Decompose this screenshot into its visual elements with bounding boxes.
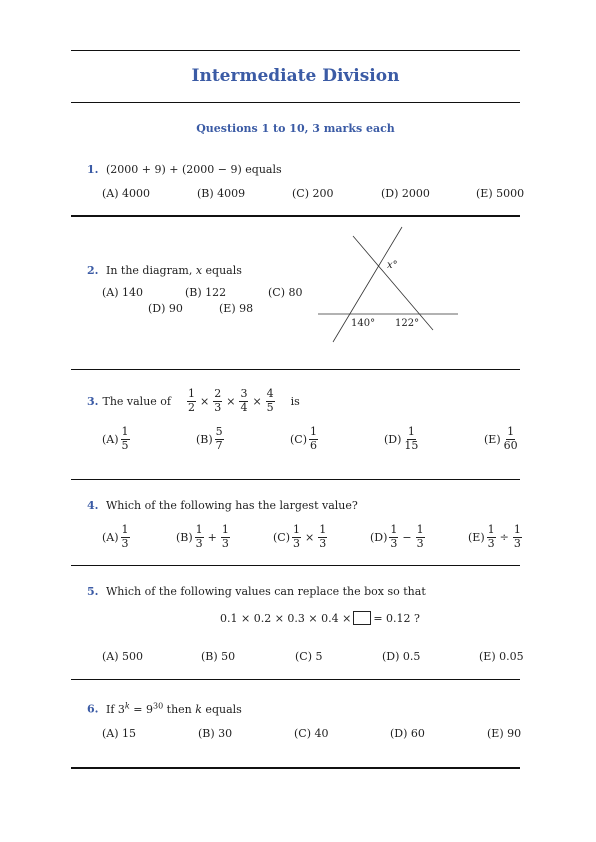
q2-option-a[interactable]: (A) 140 (102, 286, 144, 299)
question-4 (87, 499, 358, 512)
question-text: The value of (102, 394, 171, 408)
question-text-end: is (290, 394, 300, 408)
option-label: (D) (370, 530, 388, 544)
fraction: $\frac{1}{15}$ (404, 425, 419, 452)
divider (71, 565, 520, 566)
q1-option-d[interactable]: (D) 2000 (381, 187, 430, 200)
option-label: (C) (290, 432, 307, 446)
divider (71, 215, 520, 217)
question-number: 6. (87, 702, 99, 716)
q1-option-b[interactable]: (B) 4009 (197, 187, 246, 200)
variable-x: x (195, 264, 203, 277)
q3-option-d[interactable] (384, 426, 421, 452)
q1-option-a[interactable]: (A) 4000 (102, 187, 151, 200)
answer-box (353, 611, 371, 625)
fraction: $\frac{4}{5}$ (266, 387, 274, 414)
top-rule (71, 50, 520, 51)
times-sign: × (252, 394, 262, 408)
q5-option-a[interactable]: (A) 500 (102, 650, 144, 663)
divider (71, 369, 520, 370)
fraction: $\frac{1}{6}$ (310, 425, 317, 452)
q5-option-b[interactable]: (B) 50 (201, 650, 236, 663)
fraction: $\frac{1}{3}$ (390, 523, 398, 550)
question-5 (87, 585, 426, 598)
question-number: 4. (87, 499, 99, 512)
question-6 (87, 701, 242, 716)
question-text: If $3^k = 9^{30}$ then k equals (105, 701, 242, 716)
fraction: $\frac{1}{3}$ (221, 523, 229, 550)
question-text-end: equals (205, 264, 242, 277)
angle-diagram (310, 222, 470, 347)
fraction: $\frac{1}{60}$ (503, 425, 518, 452)
q6-option-a[interactable]: (A) 15 (102, 727, 137, 740)
q1-option-e[interactable]: (E) 5000 (476, 187, 525, 200)
title-rule (71, 102, 520, 103)
option-label: (A) (102, 530, 119, 544)
q5-option-d[interactable]: (D) 0.5 (382, 650, 421, 663)
q3-option-e[interactable] (484, 426, 521, 452)
label-140: 140° (351, 318, 376, 329)
section-subtitle: Questions 1 to 10, 3 marks each (196, 122, 395, 135)
question-number: 1. (87, 163, 99, 176)
equation-right: = 0.12 ? (373, 611, 420, 625)
fraction: $\frac{1}{5}$ (121, 425, 129, 452)
question-text: In the diagram, (105, 264, 193, 277)
operator: ÷ (499, 530, 509, 544)
q5-option-c[interactable]: (C) 5 (295, 650, 323, 663)
fraction: $\frac{1}{3}$ (416, 523, 424, 550)
operator: − (402, 530, 412, 544)
q4-option-d[interactable] (370, 524, 427, 550)
bottom-rule (71, 767, 520, 769)
fraction: $\frac{1}{3}$ (121, 523, 129, 550)
q2-option-c[interactable]: (C) 80 (268, 286, 303, 299)
right-line (353, 236, 433, 330)
fraction: $\frac{5}{7}$ (215, 425, 223, 452)
q2-option-b[interactable]: (B) 122 (185, 286, 227, 299)
q1-option-c[interactable]: (C) 200 (292, 187, 334, 200)
q4-option-a[interactable] (102, 524, 132, 550)
question-text: Which of the following values can replace the box so that (105, 585, 426, 598)
label-122: 122° (395, 318, 420, 329)
fraction: $\frac{1}{2}$ (188, 387, 195, 414)
q2-option-e[interactable]: (E) 98 (219, 302, 254, 315)
operator: × (305, 530, 315, 544)
label-x: x° (387, 260, 398, 271)
fraction: $\frac{1}{3}$ (293, 523, 300, 550)
question-2 (87, 264, 242, 277)
q4-option-b[interactable] (176, 524, 232, 550)
question-number: 5. (87, 585, 99, 598)
question-number: 3. (87, 394, 99, 408)
option-label: (E) (468, 530, 485, 544)
equation (220, 611, 420, 625)
times-sign: × (226, 394, 236, 408)
q3-option-a[interactable] (102, 426, 132, 452)
times-sign: × (200, 394, 210, 408)
question-number: 2. (87, 264, 99, 277)
option-label: (A) (102, 432, 119, 446)
question-3 (87, 388, 300, 414)
q3-option-b[interactable] (196, 426, 226, 452)
fraction: $\frac{2}{3}$ (214, 387, 222, 414)
question-text: (2000 + 9) + (2000 − 9) equals (105, 163, 282, 176)
q3-option-c[interactable] (290, 426, 320, 452)
fraction: $\frac{3}{4}$ (240, 387, 248, 414)
divider (71, 479, 520, 480)
q2-option-d[interactable]: (D) 90 (148, 302, 183, 315)
page-title: Intermediate Division (191, 66, 400, 86)
option-label: (D) (384, 432, 402, 446)
q6-option-e[interactable]: (E) 90 (487, 727, 522, 740)
q6-option-c[interactable]: (C) 40 (294, 727, 329, 740)
fraction: $\frac{1}{3}$ (319, 523, 327, 550)
q4-option-c[interactable] (273, 524, 329, 550)
divider (71, 679, 520, 680)
q6-option-b[interactable]: (B) 30 (198, 727, 233, 740)
question-1 (87, 163, 282, 176)
equation-left: 0.1 × 0.2 × 0.3 × 0.4 × (220, 611, 352, 625)
option-label: (B) (196, 432, 213, 446)
question-text: Which of the following has the largest value? (105, 499, 358, 512)
fraction: $\frac{1}{3}$ (195, 523, 203, 550)
option-label: (E) (484, 432, 501, 446)
q4-option-e[interactable] (468, 524, 524, 550)
q6-option-d[interactable]: (D) 60 (390, 727, 425, 740)
fraction: $\frac{1}{3}$ (487, 523, 495, 550)
fraction: $\frac{1}{3}$ (513, 523, 521, 550)
operator: + (207, 530, 217, 544)
q5-option-e[interactable]: (E) 0.05 (479, 650, 524, 663)
option-label: (B) (176, 530, 193, 544)
option-label: (C) (273, 530, 290, 544)
